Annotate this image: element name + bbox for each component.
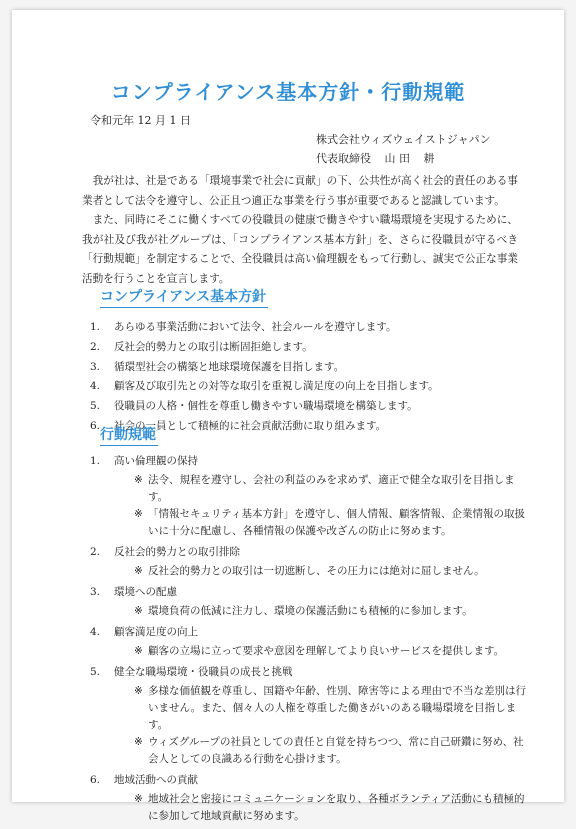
conduct-note-text: 法令、規程を遵守し、会社の利益のみを求めず、適正で健全な取引を目指します。: [148, 474, 515, 503]
policy-heading: コンプライアンス基本方針: [100, 286, 268, 308]
policy-item: [90, 358, 530, 378]
conduct-item: [90, 664, 530, 768]
conduct-list: [90, 453, 530, 829]
representative-last-name: 山 田: [384, 152, 410, 165]
conduct-note-text: 多様な価値観を尊重し、国籍や年齢、性別、障害等による理由で不当な差別は行いません。また、個々人の人権を尊重した働きがいのある職場環境を目指します。: [148, 685, 526, 731]
conduct-item-number: 2.: [90, 546, 101, 558]
policy-item: [90, 338, 530, 358]
conduct-item-title: 顧客満足度の向上: [114, 626, 198, 638]
conduct-note: [134, 603, 530, 620]
conduct-note: [134, 506, 530, 540]
conduct-item: [90, 584, 530, 620]
intro-paragraph: 我が社は、社是である「環境事業で社会に貢献」の下、公共性が高く社会的責任のある事業者として法令を遵守し、公正且つ適正な事業を行う事が重要であると認識しています。: [82, 175, 518, 207]
conduct-note: [134, 734, 530, 768]
note-mark: ※: [134, 508, 143, 520]
conduct-note-text: 反社会的勢力との取引は一切遮断し、その圧力には絶対に屈しません。: [148, 565, 485, 577]
conduct-note: [134, 563, 530, 580]
document-page: [12, 10, 564, 822]
policy-item-text: あらゆる事業活動において法令、社会ルールを遵守します。: [114, 321, 397, 333]
note-mark: ※: [134, 736, 143, 748]
intro: [82, 172, 518, 290]
conduct-item-title: 高い倫理観の保持: [114, 455, 198, 467]
policy-item: [90, 377, 530, 397]
note-mark: ※: [134, 685, 143, 697]
company-name: 株式会社ウィズウェイストジャパン: [316, 133, 491, 146]
conduct-note-text: 顧客の立場に立って要求や意図を理解してより良いサービスを提供します。: [148, 645, 505, 657]
conduct-item: [90, 453, 530, 540]
policy-item-number: 5.: [90, 400, 101, 413]
date: 令和元年 12 月 1 日: [90, 114, 191, 127]
conduct-note-text: ウィズグループの社員としての責任と自覚を持ちつつ、常に自己研鑽に努め、社会人としての良識ある行動を心掛けます。: [148, 736, 524, 765]
conduct-item-title: 環境への配慮: [114, 586, 177, 598]
conduct-note: [134, 643, 530, 660]
policy-item-number: 1.: [90, 321, 101, 333]
representative-role: 代表取締役: [316, 152, 371, 165]
note-mark: ※: [134, 793, 143, 805]
policy-item-number: 3.: [90, 360, 101, 373]
policy-item-number: 6.: [90, 419, 101, 432]
note-mark: ※: [134, 565, 143, 577]
policy-item-text: 顧客及び取引先との対等な取引を重視し満足度の向上を目指します。: [114, 380, 439, 393]
conduct-item-number: 3.: [90, 586, 101, 598]
policy-item-number: 4.: [90, 380, 101, 393]
conduct-note: [134, 791, 530, 825]
conduct-note-text: 環境負荷の低減に注力し、環境の保護活動にも積極的に参加します。: [148, 605, 473, 617]
conduct-item-number: 6.: [90, 774, 101, 786]
conduct-note: [134, 472, 530, 506]
conduct-item-title: 地域活動への貢献: [114, 774, 198, 786]
conduct-item-title: 反社会的勢力との取引排除: [114, 546, 240, 558]
policy-item: [90, 397, 530, 417]
note-mark: ※: [134, 605, 143, 617]
company-block: [316, 130, 491, 168]
page-title: コンプライアンス基本方針・行動規範: [110, 80, 466, 104]
conduct-note: [134, 683, 530, 734]
conduct-heading: 行動規範: [100, 424, 158, 446]
policy-item-text: 循環型社会の構築と地球環境保護を目指します。: [114, 360, 345, 373]
conduct-note-text: 地域社会と密接にコミュニケーションを取り、各種ボランティア活動にも積極的に参加して地域貢献に努めます。: [148, 793, 525, 822]
note-mark: ※: [134, 474, 143, 486]
conduct-item-number: 5.: [90, 666, 101, 678]
conduct-item: [90, 544, 530, 580]
conduct-note-text: 「情報セキュリティ基本方針」を遵守し、個人情報、顧客情報、企業情報の取扱いに十分に配慮し、各種情報の保護や改ざんの防止に努めます。: [148, 508, 525, 537]
conduct-item-number: 4.: [90, 626, 101, 638]
representative: [316, 149, 491, 168]
policy-item-text: 役職員の人格・個性を尊重し働きやすい職場環境を構築します。: [114, 400, 418, 413]
policy-list: [90, 318, 530, 437]
conduct-item: [90, 772, 530, 825]
policy-item-text: 社会の一員として積極的に社会貢献活動に取り組みます。: [114, 419, 387, 432]
intro-paragraph: また、同時にそこに働くすべての役職員の健康で働きやすい職場環境を実現するために、我が社及び我が社グループは、「コンプライアンス基本方針」を、さらに役職員が守るべき「行動規範」を制定することで、全役職員は高い倫理観をもって行動し、誠実で公正な事業活動を行うことを宣言します。: [82, 214, 518, 285]
policy-item-text: 反社会的勢力との取引は断固拒絶します。: [114, 340, 313, 353]
policy-item: [90, 318, 530, 338]
conduct-item-number: 1.: [90, 455, 101, 467]
conduct-item: [90, 624, 530, 660]
conduct-item-title: 健全な職場環境・役職員の成長と挑戦: [114, 666, 293, 678]
policy-item-number: 2.: [90, 340, 101, 353]
representative-first-name: 耕: [423, 152, 435, 165]
note-mark: ※: [134, 645, 143, 657]
